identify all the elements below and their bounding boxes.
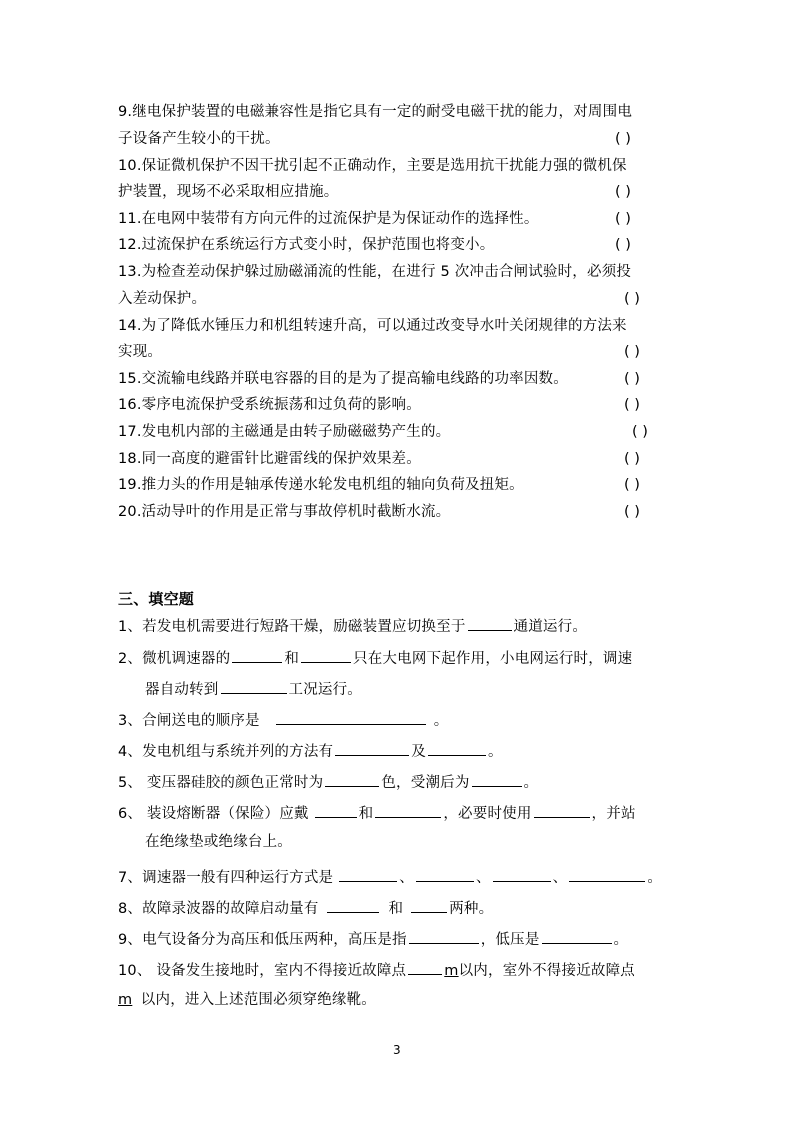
fill-q7-blank-4 xyxy=(569,866,645,882)
fill-q10-blank-1 xyxy=(408,959,442,975)
fill-q3-text-a: 3、合闸送电的顺序是 xyxy=(118,713,260,729)
item-19-line: 19.推力头的作用是轴承传递水轮发电机组的轴向负荷及扭矩。 xyxy=(118,477,524,493)
item-18-answer-mark: ( ) xyxy=(624,451,640,467)
fill-q5-blank-2 xyxy=(472,771,522,787)
item-15-line: 15.交流输电线路并联电容器的目的是为了提高输电线路的功率因数。 xyxy=(118,371,568,387)
item-9-line-1: 9.继电保护装置的电磁兼容性是指它具有一定的耐受电磁干扰的能力，对周围电 xyxy=(118,104,633,120)
fill-q10-unit-2: m xyxy=(118,992,133,1008)
fill-q2-blank-1 xyxy=(232,647,282,663)
item-14-answer-mark: ( ) xyxy=(624,344,640,360)
item-11-line: 11.在电网中装带有方向元件的过流保护是为保证动作的选择性。 xyxy=(118,211,539,227)
fill-q10-unit-1: m xyxy=(444,963,459,979)
fill-q6-line-2: 在绝缘垫或绝缘台上。 xyxy=(145,834,292,850)
fill-q6-text-a: 6、 装设熔断器（保险）应戴 xyxy=(118,806,309,822)
item-16-line: 16.零序电流保护受系统振荡和过负荷的影响。 xyxy=(118,397,421,413)
item-10-line-2: 护装置，现场不必采取相应措施。 xyxy=(118,184,339,200)
item-11-answer-mark: ( ) xyxy=(615,211,631,227)
item-16-answer-mark: ( ) xyxy=(624,397,640,413)
fill-q1-text-a: 1、若发电机需要进行短路干燥，励磁装置应切换至于 xyxy=(118,619,466,635)
section-heading: 三、填空题 xyxy=(118,590,195,608)
fill-q6-text-b: 和 xyxy=(358,806,374,822)
item-9-answer-mark: ( ) xyxy=(615,131,631,147)
fill-q6-text-c: ，必要时使用 xyxy=(443,806,532,822)
fill-q9-text-a: 9、电气设备分为高压和低压两种，高压是指 xyxy=(118,932,407,948)
fill-q10-text-c: 以内，室外不得接近故障点 xyxy=(458,963,635,979)
fill-q5-text-b: 色，受潮后为 xyxy=(381,775,470,791)
fill-q7-text-c: 、 xyxy=(475,870,491,886)
fill-q1-text-b: 通道运行。 xyxy=(513,619,588,635)
page-number: 3 xyxy=(393,1043,401,1057)
fill-q3 xyxy=(118,709,448,730)
item-18-line: 18.同一高度的避雷针比避雷线的保护效果差。 xyxy=(118,451,421,467)
fill-q3-blank xyxy=(276,709,426,725)
item-19-answer-mark: ( ) xyxy=(624,477,640,493)
fill-q2-text-e: 工况运行。 xyxy=(288,682,362,698)
fill-q2-line-2 xyxy=(145,678,362,699)
fill-q3-text-b: 。 xyxy=(433,713,449,729)
fill-q9-blank-1 xyxy=(409,928,479,944)
fill-q2-text-c: 只在大电网下起作用，小电网运行时，调速 xyxy=(353,651,633,667)
fill-q4 xyxy=(118,740,503,761)
item-12-line: 12.过流保护在系统运行方式变小时，保护范围也将变小。 xyxy=(118,237,495,253)
fill-q4-text-c: 。 xyxy=(487,744,503,760)
item-9-line-2: 子设备产生较小的干扰。 xyxy=(118,131,280,147)
fill-q4-blank-1 xyxy=(335,740,409,756)
item-12-answer-mark: ( ) xyxy=(615,237,631,253)
fill-q6-blank-1 xyxy=(315,802,357,818)
item-20-answer-mark: ( ) xyxy=(624,504,640,520)
fill-q6-blank-2 xyxy=(375,802,441,818)
fill-q8 xyxy=(118,897,493,918)
fill-q10-line-2 xyxy=(118,991,376,1009)
fill-q6-blank-3 xyxy=(534,802,590,818)
item-20-line: 20.活动导叶的作用是正常与事故停机时截断水流。 xyxy=(118,504,451,520)
item-13-line-1: 13.为检查差动保护躲过励磁涌流的性能，在进行 5 次冲击合闸试验时，必须投 xyxy=(118,264,632,280)
fill-q4-text-a: 4、发电机组与系统并列的方法有 xyxy=(118,744,334,760)
fill-q7 xyxy=(118,866,662,887)
item-15-answer-mark: ( ) xyxy=(624,371,640,387)
fill-q2-text-b: 和 xyxy=(284,651,300,667)
fill-q5-blank-1 xyxy=(325,771,379,787)
fill-q9-blank-2 xyxy=(542,928,612,944)
fill-q10-text-e: 以内，进入上述范围必须穿绝缘靴。 xyxy=(136,992,377,1008)
item-10-line-1: 10.保证微机保护不因干扰引起不正确动作，主要是选用抗干扰能力强的微机保 xyxy=(118,158,627,174)
fill-q8-text-c: 两种。 xyxy=(449,901,494,917)
fill-q8-blank-1 xyxy=(327,897,379,913)
fill-q8-blank-2 xyxy=(411,897,447,913)
fill-q9-text-c: 。 xyxy=(613,932,629,948)
fill-q10-line-1 xyxy=(118,959,635,980)
fill-q7-text-a: 7、调速器一般有四种运行方式是 xyxy=(118,870,334,886)
fill-q5-text-a: 5、 变压器硅胶的颜色正常时为 xyxy=(118,775,324,791)
fill-q2-blank-3 xyxy=(221,678,287,694)
fill-q7-blank-2 xyxy=(416,866,474,882)
item-13-answer-mark: ( ) xyxy=(624,291,640,307)
item-17-answer-mark: ( ) xyxy=(632,424,648,440)
fill-q6-text-d: ，并站 xyxy=(591,806,636,822)
fill-q2-line-1 xyxy=(118,647,632,668)
fill-q9 xyxy=(118,928,628,949)
fill-q7-blank-1 xyxy=(339,866,397,882)
fill-q5 xyxy=(118,771,538,792)
fill-q9-text-b: ，低压是 xyxy=(480,932,540,948)
fill-q10-text-a: 10、 设备发生接地时，室内不得接近故障点 xyxy=(118,963,407,979)
fill-q4-blank-2 xyxy=(428,740,486,756)
fill-q8-text-b: 和 xyxy=(388,901,404,917)
item-13-line-2: 入差动保护。 xyxy=(118,291,207,307)
fill-q2-text-a: 2、微机调速器的 xyxy=(118,651,231,667)
fill-q8-text-a: 8、故障录波器的故障启动量有 xyxy=(118,901,319,917)
fill-q1 xyxy=(118,615,587,636)
item-14-line-2: 实现。 xyxy=(118,344,163,360)
item-14-line-1: 14.为了降低水锤压力和机组转速升高，可以通过改变导水叶关闭规律的方法来 xyxy=(118,318,627,334)
fill-q2-blank-2 xyxy=(301,647,351,663)
fill-q7-text-b: 、 xyxy=(399,870,414,886)
fill-q5-text-c: 。 xyxy=(523,775,539,791)
fill-q6-line-1 xyxy=(118,802,636,823)
fill-q7-text-e: 。 xyxy=(647,870,663,886)
fill-q7-text-d: 、 xyxy=(552,870,568,886)
fill-q2-text-d: 器自动转到 xyxy=(145,682,219,698)
item-17-line: 17.发电机内部的主磁通是由转子励磁磁势产生的。 xyxy=(118,424,451,440)
fill-q1-blank xyxy=(468,615,512,631)
item-10-answer-mark: ( ) xyxy=(615,184,631,200)
fill-q7-blank-3 xyxy=(493,866,551,882)
fill-q4-text-b: 及 xyxy=(411,744,426,760)
